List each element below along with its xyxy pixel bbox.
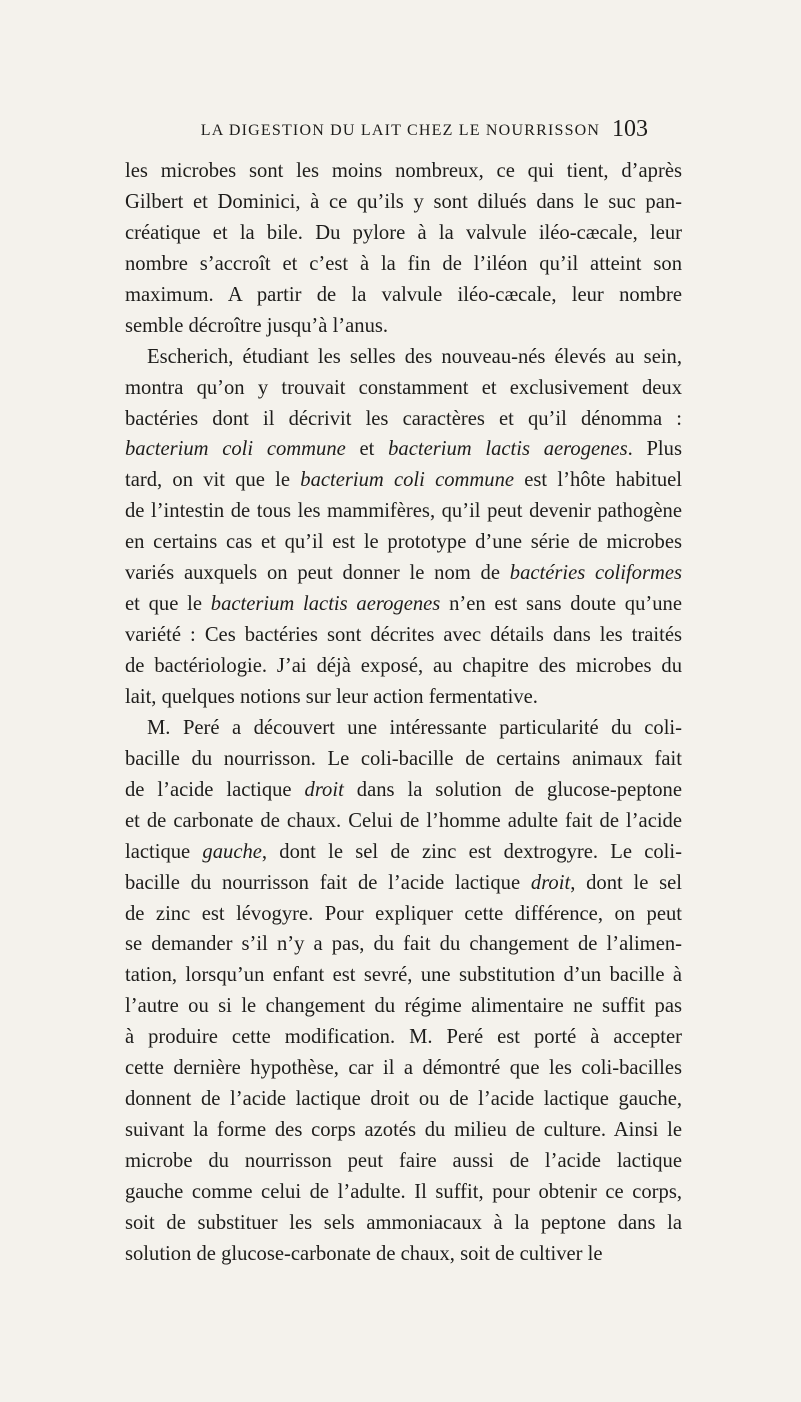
- text-line: solution de glucose-carbonate de chaux, soit de cultiver le: [125, 1242, 603, 1265]
- text-line: variés auxquels on peut donner le nom de bactéries coliformes: [125, 562, 682, 585]
- text-line: gauche comme celui de l’adulte. Il suffit, pour obtenir ce corps,: [125, 1180, 682, 1203]
- italic-term: droit: [304, 778, 344, 801]
- text-line: de bactériologie. J’ai déjà exposé, au chapitre des microbes du: [125, 655, 682, 677]
- text-line: à produire cette modification. M. Peré est porté à accepter: [125, 1026, 682, 1049]
- text-line: tard, on vit que le bacterium coli commune est l’hôte habituel: [125, 469, 682, 492]
- italic-term: droit: [530, 871, 571, 894]
- text-line: en certains cas et qu’il est le prototype d’une série de microbes: [125, 531, 682, 554]
- text-line: donnent de l’acide lactique droit ou de l’acide lactique gauche,: [125, 1088, 682, 1111]
- text-line: créatique et la bile. Du pylore à la valvule iléo-cæcale, leur: [125, 221, 682, 244]
- italic-term: gauche: [202, 840, 262, 863]
- text-line: nombre s’accroît et c’est à la fin de l’iléon qu’il atteint son: [125, 252, 682, 275]
- text-line: de zinc est lévogyre. Pour expliquer cette différence, on peut: [125, 902, 682, 925]
- text-line: soit de substituer les sels ammoniacaux à la peptone dans la: [125, 1211, 682, 1234]
- text-line: lactique gauche, dont le sel de zinc est dextrogyre. Le coli-: [125, 840, 682, 863]
- text-line: bacille du nourrisson fait de l’acide lactique droit, dont le sel: [125, 871, 682, 894]
- text-line: de l’acide lactique droit dans la solution de glucose-peptone: [125, 778, 682, 801]
- body-text: [125, 156, 682, 1270]
- italic-term: bactéries coliformes: [509, 562, 682, 585]
- species-name: bacterium lactis aerogenes: [210, 593, 441, 616]
- text-line: de l’intestin de tous les mammifères, qu’il peut devenir pathogène: [125, 500, 682, 523]
- text-line: lait, quelques notions sur leur action fermentative.: [125, 685, 538, 708]
- species-name: bacterium lactis aerogenes: [388, 438, 628, 461]
- text-line: tation, lorsqu’un enfant est sevré, une substitution d’un bacille à: [125, 964, 682, 987]
- text-line: et de carbonate de chaux. Celui de l’homme adulte fait de l’acide: [125, 809, 682, 832]
- text-line: l’autre ou si le changement du régime alimentaire ne suffit pas: [125, 995, 682, 1018]
- text-line: cette dernière hypothèse, car il a démontré que les coli-bacilles: [125, 1057, 682, 1080]
- text-line: se demander s’il n’y a pas, du fait du changement de l’alimen-: [125, 933, 682, 956]
- text-line: bactéries dont il décrivit les caractères et qu’il dénomma :: [125, 407, 682, 430]
- species-name: bacterium coli commune: [125, 438, 346, 461]
- text-line: bacille du nourrisson. Le coli-bacille de certains animaux fait: [125, 747, 682, 770]
- species-name: bacterium coli commune: [300, 469, 515, 492]
- text-line: les microbes sont les moins nombreux, ce qui tient, d’après: [125, 160, 682, 182]
- text-line: semble décroître jusqu’à l’anus.: [125, 314, 389, 337]
- running-head: LA DIGESTION DU LAIT CHEZ LE NOURRISSON: [200, 122, 601, 139]
- text-line: montra qu’on y trouvait constamment et exclusivement deux: [125, 376, 682, 399]
- page-header: [0, 116, 801, 146]
- text-line: Gilbert et Dominici, à ce qu’ils y sont dilués dans le suc pan-: [125, 190, 682, 213]
- text-line: microbe du nourrisson peut faire aussi de l’acide lactique: [125, 1150, 682, 1172]
- text-line: variété : Ces bactéries sont décrites avec détails dans les traités: [125, 624, 682, 647]
- text-line: Escherich, étudiant les selles des nouveau-nés élevés au sein,: [147, 345, 682, 368]
- text-line: maximum. A partir de la valvule iléo-cæcale, leur nombre: [125, 283, 682, 306]
- page-number: 103: [612, 116, 648, 142]
- text-line: M. Peré a découvert une intéressante particularité du coli-: [147, 716, 682, 739]
- text-line: et que le bacterium lactis aerogenes n’en est sans doute qu’une: [125, 593, 682, 616]
- text-line: bacterium coli commune et bacterium lactis aerogenes. Plus: [125, 438, 682, 461]
- text-line: suivant la forme des corps azotés du milieu de culture. Ainsi le: [125, 1119, 682, 1142]
